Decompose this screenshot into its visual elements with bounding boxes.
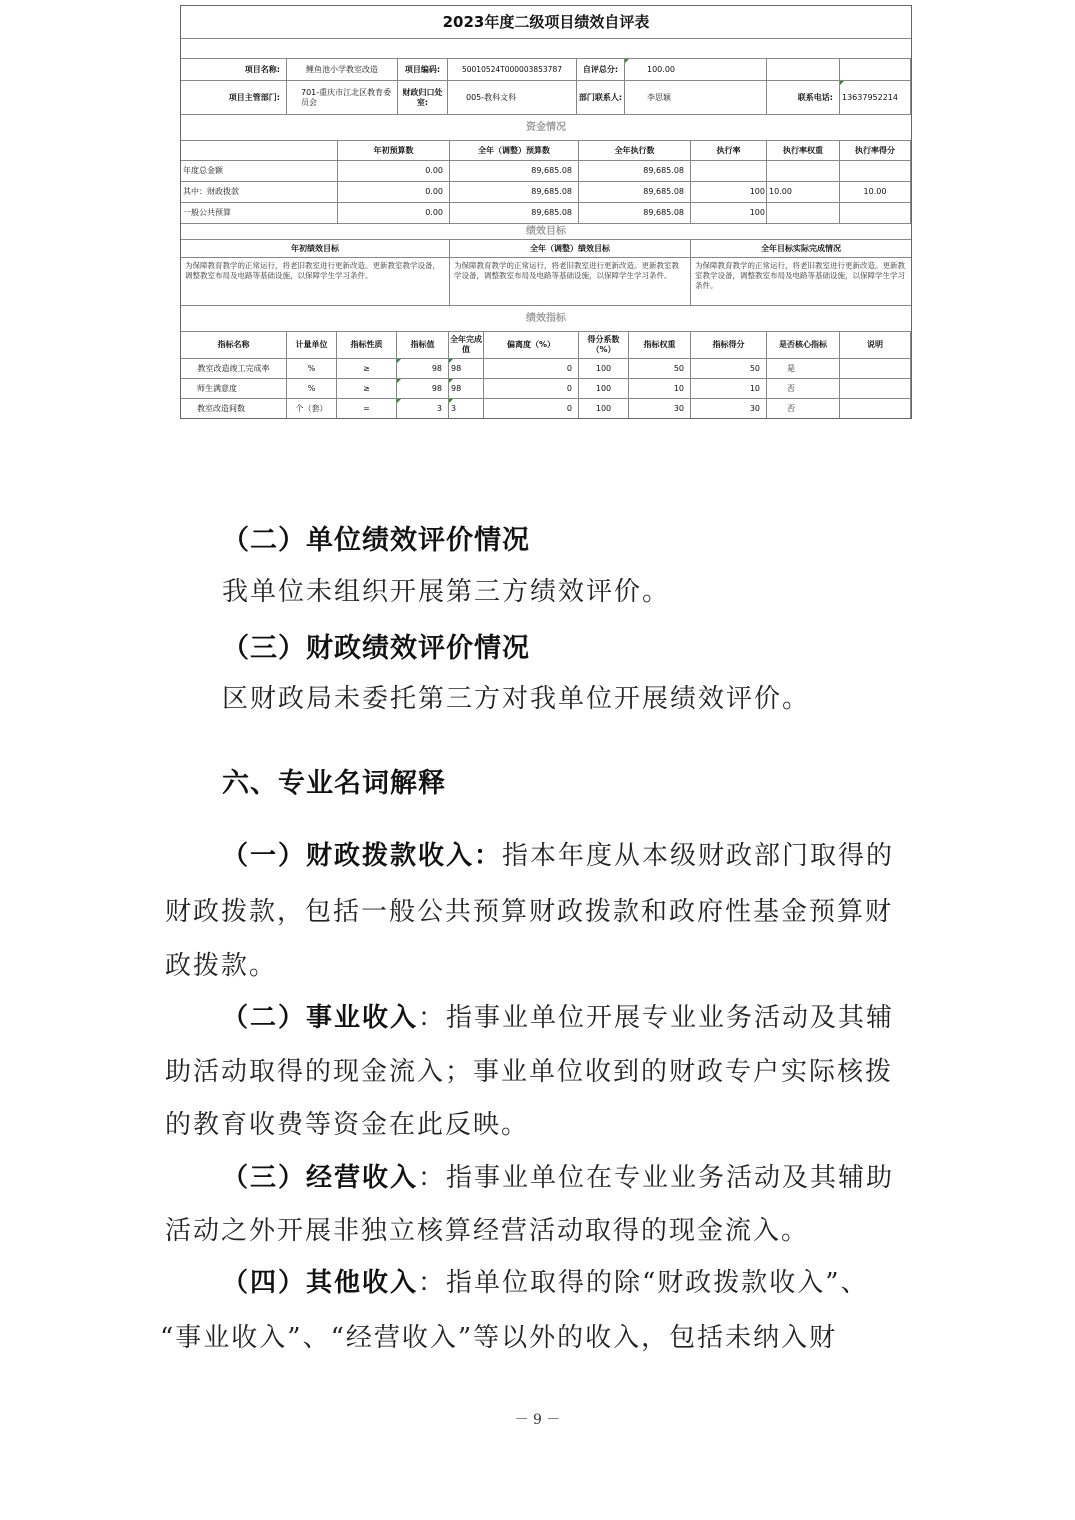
- page-number: － 9 －: [514, 1412, 561, 1428]
- definition-2-term: （二）事业收入: [222, 1003, 419, 1033]
- indicator-coef: 100: [579, 379, 629, 399]
- subsection-2-heading: （二）单位绩效评价情况: [222, 525, 530, 556]
- definition-2-line-2: 助活动取得的现金流入；事业单位收到的财政专户实际核拨: [165, 1057, 894, 1087]
- self-score-value: 100.00: [625, 59, 767, 81]
- indicator-nature: ≥: [337, 359, 397, 379]
- indicator-coef: 100: [579, 399, 629, 418]
- indicator-header: 全年完成值: [449, 332, 484, 359]
- indicator-name: 师生满意度: [181, 379, 287, 399]
- definition-1-term: （一）财政拨款收入：: [222, 841, 503, 871]
- funds-initial: 0.00: [338, 182, 450, 203]
- definition-4-term: （四）其他收入: [222, 1268, 419, 1298]
- funds-initial: 0.00: [338, 203, 450, 224]
- indicator-score: 10: [691, 379, 767, 399]
- funds-executed: 89,685.08: [579, 182, 691, 203]
- definition-4-line-2: “事业收入”、“经营收入”等以外的收入，包括未纳入财: [160, 1323, 838, 1353]
- definition-2-line-3: 的教育收费等资金在此反映。: [165, 1110, 530, 1140]
- project-code-label: 项目编码:: [398, 59, 448, 81]
- indicator-unit: %: [287, 379, 337, 399]
- project-code-value: 50010524T000003853787: [448, 59, 577, 81]
- indicator-target: 98: [397, 379, 449, 399]
- empty-cell: [767, 59, 840, 81]
- indicator-unit: %: [287, 359, 337, 379]
- fin-office-value: 005-教科文科: [448, 81, 577, 115]
- empty-cell: [181, 141, 338, 161]
- funds-section-title: 资金情况: [181, 115, 911, 141]
- subsection-3-text: 区财政局未委托第三方对我单位开展绩效评价。: [222, 684, 811, 714]
- funds-adjusted: 89,685.08: [450, 182, 579, 203]
- funds-header: 全年（调整）预算数: [450, 141, 579, 161]
- section-6-heading: 六、专业名词解释: [222, 768, 446, 799]
- indicator-note: [840, 399, 911, 418]
- definition-2-line-1: [222, 990, 894, 1046]
- definition-2-text: ：指事业单位开展专业业务活动及其辅: [418, 1003, 895, 1033]
- indicator-note: [840, 359, 911, 379]
- indicator-name: 教室改造竣工完成率: [181, 359, 287, 379]
- definition-3-line-1: [222, 1150, 894, 1206]
- empty-cell: [840, 59, 911, 81]
- funds-row-name: 其中：财政拨款: [181, 182, 338, 203]
- phone-label: 联系电话:: [767, 81, 840, 115]
- definition-4-text: ：指单位取得的除“财政拨款收入”、: [418, 1268, 869, 1298]
- self-score-label: 自评总分:: [577, 59, 625, 81]
- funds-header: 执行率: [691, 141, 767, 161]
- dept-label: 项目主管部门:: [181, 81, 287, 115]
- funds-adjusted: 89,685.08: [450, 161, 579, 182]
- indicator-header: 计量单位: [287, 332, 337, 359]
- definition-1-text: 指本年度从本级财政部门取得的: [502, 841, 895, 871]
- definition-3-text: ：指事业单位在专业业务活动及其辅助: [418, 1163, 895, 1193]
- definition-1-line-2: 财政拨款，包括一般公共预算财政拨款和政府性基金预算财: [165, 897, 894, 927]
- goals-header: 全年目标实际完成情况: [691, 240, 911, 258]
- indicator-deviation: 0: [484, 399, 579, 418]
- indicator-deviation: 0: [484, 359, 579, 379]
- project-name-value: 鲤鱼池小学教室改造: [287, 59, 398, 81]
- project-name-label: 项目名称:: [181, 59, 287, 81]
- indicator-header: 是否核心指标: [767, 332, 840, 359]
- funds-row-name: 一般公共预算: [181, 203, 338, 224]
- indicator-actual: 98: [449, 379, 484, 399]
- indicator-core: 是: [767, 359, 840, 379]
- goal-adjusted-text: 为保障教育教学的正常运行，将老旧教室进行更新改造。更新教室教学设备，调整教室布局及电路等基础设施，以保障学生学习条件。: [450, 258, 691, 306]
- funds-row-name: 年度总金额: [181, 161, 338, 182]
- indicator-header: 指标性质: [337, 332, 397, 359]
- funds-adjusted: 89,685.08: [450, 203, 579, 224]
- indicator-header: 说明: [840, 332, 911, 359]
- indicator-nature: ≥: [337, 379, 397, 399]
- indicator-header: 指标得分: [691, 332, 767, 359]
- subsection-2-text: 我单位未组织开展第三方绩效评价。: [222, 577, 671, 607]
- definition-3-term: （三）经营收入: [222, 1163, 419, 1193]
- definition-4-line-1: [222, 1255, 869, 1311]
- contact-value: 李思颖: [625, 81, 767, 115]
- contact-label: 部门联系人:: [577, 81, 625, 115]
- indicator-weight: 10: [629, 379, 691, 399]
- table-title: 2023年度二级项目绩效自评表: [181, 6, 911, 39]
- goals-header: 全年（调整）绩效目标: [450, 240, 691, 258]
- indicator-core: 否: [767, 399, 840, 418]
- indicator-note: [840, 379, 911, 399]
- indicator-target: 3: [397, 399, 449, 418]
- indicator-nature: =: [337, 399, 397, 418]
- indicator-coef: 100: [579, 359, 629, 379]
- funds-score: [840, 161, 911, 182]
- fin-office-label: 财政归口处室:: [398, 81, 448, 115]
- indicator-header: 指标权重: [629, 332, 691, 359]
- indicator-weight: 30: [629, 399, 691, 418]
- funds-weight: [767, 161, 840, 182]
- indicator-target: 98: [397, 359, 449, 379]
- indicator-header: 得分系数（%）: [579, 332, 629, 359]
- funds-rate: [691, 161, 767, 182]
- table-blank-row: [181, 39, 911, 59]
- funds-executed: 89,685.08: [579, 203, 691, 224]
- funds-header: 年初预算数: [338, 141, 450, 161]
- goals-section-title: 绩效目标: [181, 224, 911, 240]
- indicator-weight: 50: [629, 359, 691, 379]
- funds-rate: 100: [691, 182, 767, 203]
- indicator-actual: 98: [449, 359, 484, 379]
- indicator-unit: 个（套）: [287, 399, 337, 418]
- goal-initial-text: 为保障教育教学的正常运行，将老旧教室进行更新改造。更新教室教学设备，调整教室布局及电路等基础设施，以保障学生学习条件。: [181, 258, 450, 306]
- performance-self-evaluation-table: [180, 5, 912, 419]
- indicator-header: 偏离度（%）: [484, 332, 579, 359]
- definition-1-line-3: 政拨款。: [165, 951, 278, 981]
- indicators-section-title: 绩效指标: [181, 306, 911, 332]
- indicator-header: 指标名称: [181, 332, 287, 359]
- indicator-name: 教室改造间数: [181, 399, 287, 418]
- funds-header: 执行率权重: [767, 141, 840, 161]
- funds-header: 执行率得分: [840, 141, 911, 161]
- definition-3-line-2: 活动之外开展非独立核算经营活动取得的现金流入。: [165, 1216, 810, 1246]
- indicator-core: 否: [767, 379, 840, 399]
- funds-header: 全年执行数: [579, 141, 691, 161]
- funds-initial: 0.00: [338, 161, 450, 182]
- funds-score: [840, 203, 911, 224]
- funds-rate: 100: [691, 203, 767, 224]
- funds-score: 10.00: [840, 182, 911, 203]
- indicator-deviation: 0: [484, 379, 579, 399]
- indicator-actual: 3: [449, 399, 484, 418]
- funds-weight: 10.00: [767, 182, 840, 203]
- goals-header: 年初绩效目标: [181, 240, 450, 258]
- goal-actual-text: 为保障教育教学的正常运行，将老旧教室进行更新改造。更新教室教学设备，调整教室布局及电路等基础设施，以保障学生学习条件。: [691, 258, 911, 306]
- indicator-header: 指标值: [397, 332, 449, 359]
- indicator-score: 50: [691, 359, 767, 379]
- dept-value: 701-重庆市江北区教育委员会: [287, 81, 398, 115]
- definition-1-line-1: [222, 828, 894, 884]
- funds-executed: 89,685.08: [579, 161, 691, 182]
- funds-weight: [767, 203, 840, 224]
- phone-value: 13637952214: [840, 81, 911, 115]
- indicator-score: 30: [691, 399, 767, 418]
- subsection-3-heading: （三）财政绩效评价情况: [222, 633, 530, 664]
